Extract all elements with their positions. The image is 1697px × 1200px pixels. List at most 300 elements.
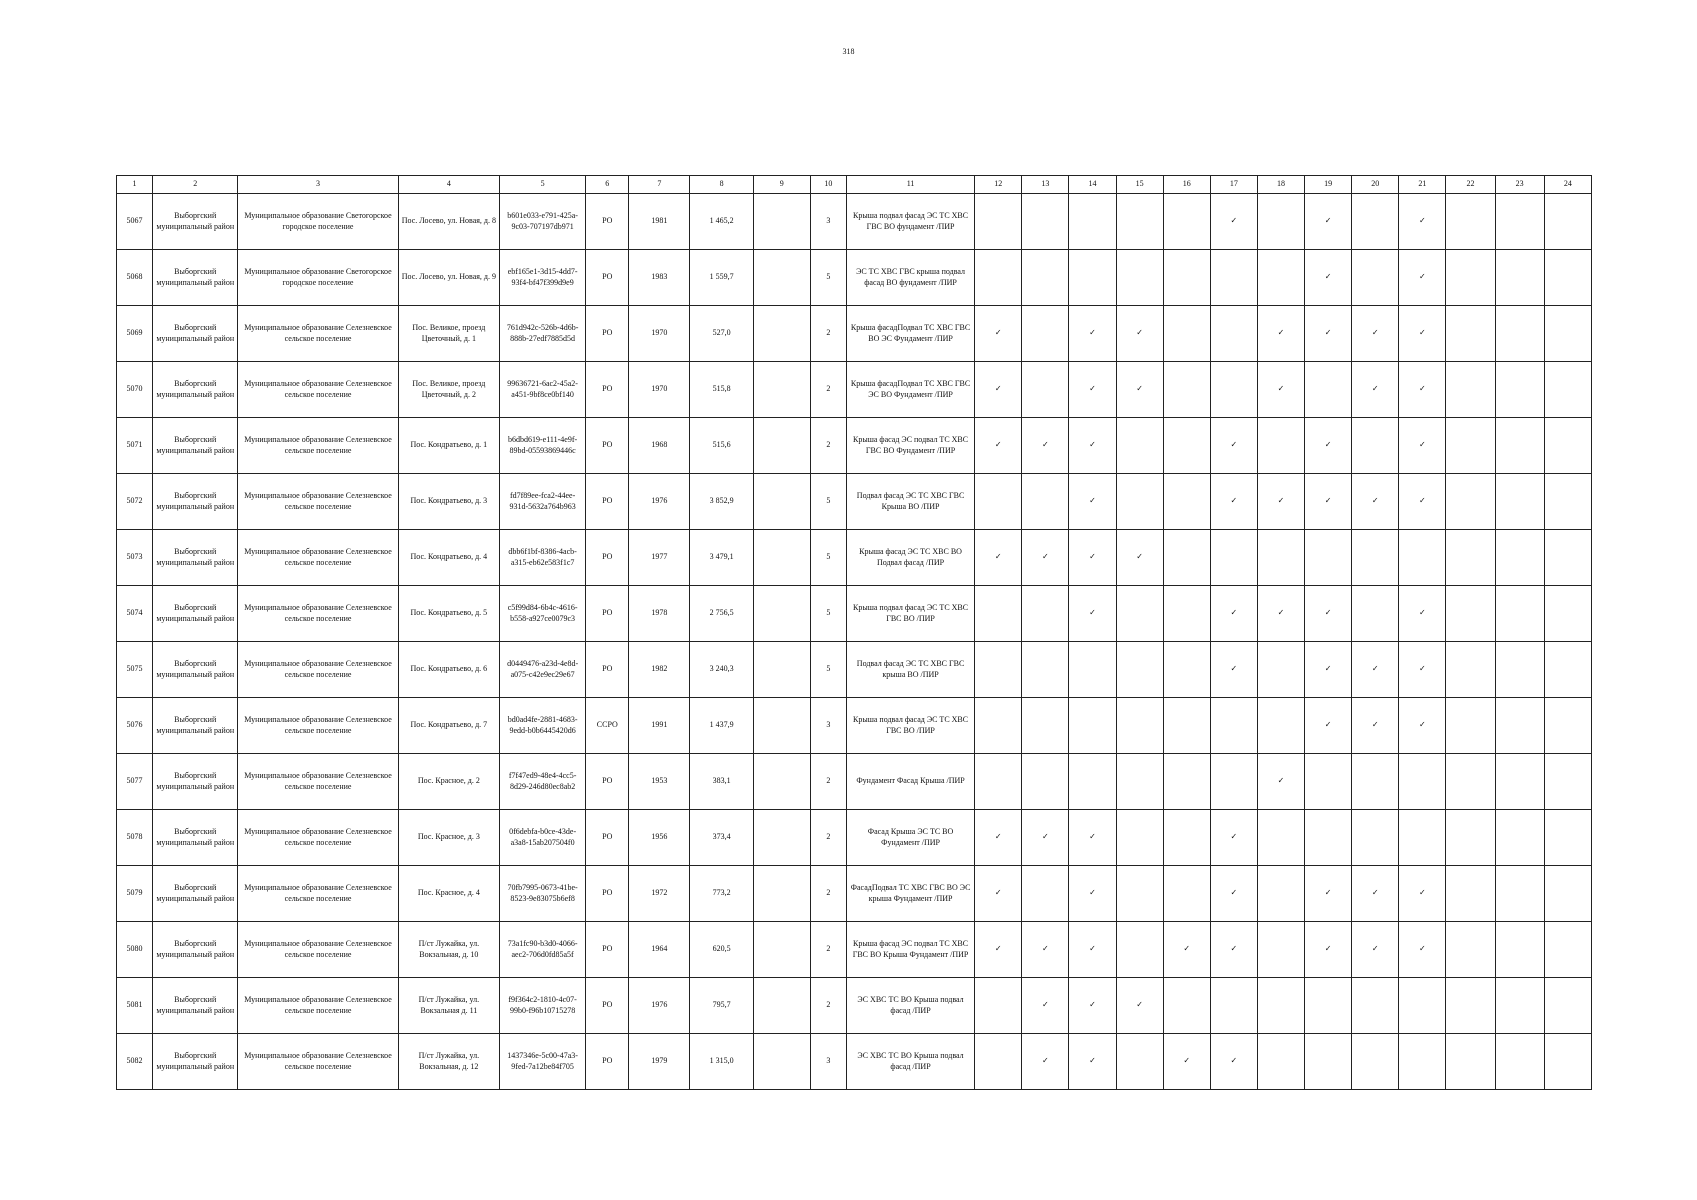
- empty-work-cell: [1116, 698, 1163, 754]
- row-number: 5082: [117, 1034, 153, 1090]
- empty-work-cell: [1544, 642, 1591, 698]
- column-9-cell: [753, 474, 810, 530]
- area-cell: 773,2: [690, 866, 753, 922]
- empty-work-cell: [1399, 810, 1446, 866]
- area-cell: 515,6: [690, 418, 753, 474]
- district-cell: Выборгский муниципальный район: [153, 194, 238, 250]
- empty-work-cell: [1352, 250, 1399, 306]
- empty-work-cell: [1495, 698, 1544, 754]
- district-cell: Выборгский муниципальный район: [153, 586, 238, 642]
- empty-work-cell: [1544, 530, 1591, 586]
- empty-work-cell: [1544, 922, 1591, 978]
- column-number: 4: [398, 176, 499, 194]
- table-row: [117, 698, 1592, 754]
- column-9-cell: [753, 1034, 810, 1090]
- column-9-cell: [753, 922, 810, 978]
- address-cell: Пос. Кондратьево, д. 1: [398, 418, 499, 474]
- empty-work-cell: [975, 194, 1022, 250]
- column-number: 18: [1257, 176, 1304, 194]
- check-mark-icon: ✓: [1399, 250, 1446, 306]
- empty-work-cell: [1495, 474, 1544, 530]
- table-row: [117, 250, 1592, 306]
- column-number: 12: [975, 176, 1022, 194]
- works-list-cell: ЭС ХВС ТС ВО Крыша подвал фасад /ПИР: [846, 1034, 974, 1090]
- works-list-cell: Крыша фасад ЭС подвал ТС ХВС ГВС ВО Фундамент /ПИР: [846, 418, 974, 474]
- municipality-cell: Муниципальное образование Светогорское городское поселение: [238, 194, 398, 250]
- floors-cell: 2: [810, 978, 846, 1034]
- empty-work-cell: [1544, 418, 1591, 474]
- empty-work-cell: [1352, 418, 1399, 474]
- works-list-cell: ЭС ХВС ТС ВО Крыша подвал фасад /ПИР: [846, 978, 974, 1034]
- empty-work-cell: [1163, 530, 1210, 586]
- empty-work-cell: [1352, 978, 1399, 1034]
- empty-work-cell: [1495, 1034, 1544, 1090]
- check-mark-icon: ✓: [1305, 586, 1352, 642]
- empty-work-cell: [1257, 698, 1304, 754]
- building-type-cell: РО: [586, 754, 629, 810]
- check-mark-icon: ✓: [1352, 362, 1399, 418]
- building-type-cell: РО: [586, 1034, 629, 1090]
- empty-work-cell: [1210, 698, 1257, 754]
- check-mark-icon: ✓: [1069, 586, 1116, 642]
- check-mark-icon: ✓: [1352, 642, 1399, 698]
- check-mark-icon: ✓: [1257, 586, 1304, 642]
- district-cell: Выборгский муниципальный район: [153, 306, 238, 362]
- guid-cell: ebf165e1-3d15-4dd7-93f4-bf47f399d9e9: [500, 250, 586, 306]
- empty-work-cell: [1446, 586, 1495, 642]
- municipality-cell: Муниципальное образование Селезневское сельское поселение: [238, 418, 398, 474]
- municipality-cell: Муниципальное образование Селезневское сельское поселение: [238, 474, 398, 530]
- empty-work-cell: [1022, 250, 1069, 306]
- empty-work-cell: [1544, 866, 1591, 922]
- empty-work-cell: [1305, 530, 1352, 586]
- empty-work-cell: [1022, 642, 1069, 698]
- empty-work-cell: [1116, 922, 1163, 978]
- empty-work-cell: [1163, 306, 1210, 362]
- empty-work-cell: [1163, 642, 1210, 698]
- guid-cell: 1437346e-5c00-47a3-9fed-7a12be84f705: [500, 1034, 586, 1090]
- area-cell: 3 479,1: [690, 530, 753, 586]
- empty-work-cell: [1399, 1034, 1446, 1090]
- column-number: 16: [1163, 176, 1210, 194]
- check-mark-icon: ✓: [1305, 306, 1352, 362]
- check-mark-icon: ✓: [1305, 474, 1352, 530]
- works-list-cell: Крыша фасад ЭС ТС ХВС ВО Подвал фасад /ПИР: [846, 530, 974, 586]
- empty-work-cell: [1116, 866, 1163, 922]
- guid-cell: f9f364c2-1810-4c07-99b0-f96b10715278: [500, 978, 586, 1034]
- check-mark-icon: ✓: [1210, 1034, 1257, 1090]
- year-cell: 1976: [629, 474, 690, 530]
- check-mark-icon: ✓: [975, 530, 1022, 586]
- column-number: 9: [753, 176, 810, 194]
- works-list-cell: ФасадПодвал ТС ХВС ГВС ВО ЭС крыша Фундамент /ПИР: [846, 866, 974, 922]
- check-mark-icon: ✓: [1305, 250, 1352, 306]
- address-cell: Пос. Кондратьево, д. 3: [398, 474, 499, 530]
- municipality-cell: Муниципальное образование Светогорское городское поселение: [238, 250, 398, 306]
- empty-work-cell: [1257, 978, 1304, 1034]
- year-cell: 1956: [629, 810, 690, 866]
- empty-work-cell: [1446, 978, 1495, 1034]
- check-mark-icon: ✓: [1069, 1034, 1116, 1090]
- building-type-cell: РО: [586, 530, 629, 586]
- column-9-cell: [753, 642, 810, 698]
- check-mark-icon: ✓: [1305, 922, 1352, 978]
- area-cell: 1 465,2: [690, 194, 753, 250]
- empty-work-cell: [1446, 306, 1495, 362]
- empty-work-cell: [1495, 418, 1544, 474]
- floors-cell: 2: [810, 922, 846, 978]
- district-cell: Выборгский муниципальный район: [153, 250, 238, 306]
- empty-work-cell: [1163, 754, 1210, 810]
- column-number: 6: [586, 176, 629, 194]
- floors-cell: 2: [810, 306, 846, 362]
- empty-work-cell: [975, 1034, 1022, 1090]
- check-mark-icon: ✓: [1069, 474, 1116, 530]
- empty-work-cell: [1495, 754, 1544, 810]
- building-type-cell: РО: [586, 362, 629, 418]
- address-cell: Пос. Лосево, ул. Новая, д. 8: [398, 194, 499, 250]
- empty-work-cell: [1210, 362, 1257, 418]
- row-number: 5074: [117, 586, 153, 642]
- district-cell: Выборгский муниципальный район: [153, 362, 238, 418]
- column-number-row: [117, 176, 1592, 194]
- check-mark-icon: ✓: [1210, 586, 1257, 642]
- empty-work-cell: [1069, 698, 1116, 754]
- address-cell: Пос. Красное, д. 3: [398, 810, 499, 866]
- area-cell: 527,0: [690, 306, 753, 362]
- column-number: 22: [1446, 176, 1495, 194]
- empty-work-cell: [1544, 1034, 1591, 1090]
- empty-work-cell: [1305, 362, 1352, 418]
- check-mark-icon: ✓: [1022, 810, 1069, 866]
- row-number: 5071: [117, 418, 153, 474]
- district-cell: Выборгский муниципальный район: [153, 418, 238, 474]
- guid-cell: b6dbd619-e111-4e9f-89bd-05593869446c: [500, 418, 586, 474]
- empty-work-cell: [1544, 474, 1591, 530]
- municipality-cell: Муниципальное образование Селезневское сельское поселение: [238, 530, 398, 586]
- building-type-cell: РО: [586, 250, 629, 306]
- housing-register-table: [116, 175, 1592, 1090]
- area-cell: 1 559,7: [690, 250, 753, 306]
- year-cell: 1970: [629, 362, 690, 418]
- column-9-cell: [753, 754, 810, 810]
- table-row: [117, 418, 1592, 474]
- empty-work-cell: [1022, 306, 1069, 362]
- row-number: 5067: [117, 194, 153, 250]
- works-list-cell: Крыша подвал фасад ЭС ТС ХВС ГВС ВО фундамент /ПИР: [846, 194, 974, 250]
- address-cell: Пос. Кондратьево, д. 4: [398, 530, 499, 586]
- area-cell: 3 852,9: [690, 474, 753, 530]
- works-list-cell: Крыша подвал фасад ЭС ТС ХВС ГВС ВО /ПИР: [846, 698, 974, 754]
- check-mark-icon: ✓: [1399, 474, 1446, 530]
- area-cell: 1 437,9: [690, 698, 753, 754]
- address-cell: Пос. Кондратьево, д. 7: [398, 698, 499, 754]
- column-number: 14: [1069, 176, 1116, 194]
- check-mark-icon: ✓: [1399, 698, 1446, 754]
- empty-work-cell: [1022, 586, 1069, 642]
- guid-cell: 99636721-6ac2-45a2-a451-9bf8ce0bf140: [500, 362, 586, 418]
- column-9-cell: [753, 698, 810, 754]
- year-cell: 1972: [629, 866, 690, 922]
- table-row: [117, 642, 1592, 698]
- check-mark-icon: ✓: [1069, 362, 1116, 418]
- column-number: 17: [1210, 176, 1257, 194]
- address-cell: Пос. Великое, проезд Цветочный, д. 1: [398, 306, 499, 362]
- empty-work-cell: [1352, 810, 1399, 866]
- works-list-cell: Крыша подвал фасад ЭС ТС ХВС ГВС ВО /ПИР: [846, 586, 974, 642]
- district-cell: Выборгский муниципальный район: [153, 754, 238, 810]
- empty-work-cell: [1446, 530, 1495, 586]
- municipality-cell: Муниципальное образование Селезневское сельское поселение: [238, 362, 398, 418]
- building-type-cell: РО: [586, 586, 629, 642]
- area-cell: 2 756,5: [690, 586, 753, 642]
- check-mark-icon: ✓: [1352, 474, 1399, 530]
- check-mark-icon: ✓: [1399, 586, 1446, 642]
- empty-work-cell: [1116, 250, 1163, 306]
- empty-work-cell: [1022, 754, 1069, 810]
- empty-work-cell: [1544, 978, 1591, 1034]
- municipality-cell: Муниципальное образование Селезневское сельское поселение: [238, 922, 398, 978]
- empty-work-cell: [975, 754, 1022, 810]
- check-mark-icon: ✓: [1257, 474, 1304, 530]
- column-number: 3: [238, 176, 398, 194]
- area-cell: 620,5: [690, 922, 753, 978]
- check-mark-icon: ✓: [1022, 530, 1069, 586]
- municipality-cell: Муниципальное образование Селезневское сельское поселение: [238, 1034, 398, 1090]
- empty-work-cell: [1163, 866, 1210, 922]
- empty-work-cell: [975, 586, 1022, 642]
- address-cell: Пос. Красное, д. 2: [398, 754, 499, 810]
- area-cell: 795,7: [690, 978, 753, 1034]
- year-cell: 1991: [629, 698, 690, 754]
- table-row: [117, 530, 1592, 586]
- check-mark-icon: ✓: [1305, 866, 1352, 922]
- check-mark-icon: ✓: [1069, 530, 1116, 586]
- check-mark-icon: ✓: [1399, 362, 1446, 418]
- empty-work-cell: [1495, 586, 1544, 642]
- column-9-cell: [753, 586, 810, 642]
- address-cell: Пос. Лосево, ул. Новая, д. 9: [398, 250, 499, 306]
- district-cell: Выборгский муниципальный район: [153, 866, 238, 922]
- building-type-cell: РО: [586, 418, 629, 474]
- empty-work-cell: [1495, 922, 1544, 978]
- column-number: 13: [1022, 176, 1069, 194]
- row-number: 5076: [117, 698, 153, 754]
- check-mark-icon: ✓: [1069, 418, 1116, 474]
- check-mark-icon: ✓: [975, 866, 1022, 922]
- empty-work-cell: [1163, 698, 1210, 754]
- empty-work-cell: [1352, 1034, 1399, 1090]
- empty-work-cell: [1022, 474, 1069, 530]
- row-number: 5072: [117, 474, 153, 530]
- check-mark-icon: ✓: [1257, 362, 1304, 418]
- column-number: 1: [117, 176, 153, 194]
- table-row: [117, 586, 1592, 642]
- empty-work-cell: [1544, 698, 1591, 754]
- table-row: [117, 866, 1592, 922]
- works-list-cell: Фундамент Фасад Крыша /ПИР: [846, 754, 974, 810]
- check-mark-icon: ✓: [1069, 978, 1116, 1034]
- column-9-cell: [753, 530, 810, 586]
- area-cell: 1 315,0: [690, 1034, 753, 1090]
- empty-work-cell: [1544, 586, 1591, 642]
- empty-work-cell: [1446, 922, 1495, 978]
- empty-work-cell: [1022, 866, 1069, 922]
- check-mark-icon: ✓: [1210, 418, 1257, 474]
- check-mark-icon: ✓: [1069, 866, 1116, 922]
- check-mark-icon: ✓: [1399, 418, 1446, 474]
- check-mark-icon: ✓: [1399, 922, 1446, 978]
- empty-work-cell: [1495, 642, 1544, 698]
- empty-work-cell: [1305, 810, 1352, 866]
- check-mark-icon: ✓: [1069, 306, 1116, 362]
- check-mark-icon: ✓: [975, 362, 1022, 418]
- table-row: [117, 194, 1592, 250]
- empty-work-cell: [1163, 362, 1210, 418]
- check-mark-icon: ✓: [1352, 922, 1399, 978]
- empty-work-cell: [1257, 530, 1304, 586]
- column-9-cell: [753, 978, 810, 1034]
- empty-work-cell: [1163, 474, 1210, 530]
- empty-work-cell: [1022, 698, 1069, 754]
- empty-work-cell: [1257, 194, 1304, 250]
- check-mark-icon: ✓: [1210, 194, 1257, 250]
- guid-cell: fd7f89ee-fca2-44ee-931d-5632a764b963: [500, 474, 586, 530]
- empty-work-cell: [1544, 194, 1591, 250]
- empty-work-cell: [1163, 250, 1210, 306]
- check-mark-icon: ✓: [1069, 922, 1116, 978]
- check-mark-icon: ✓: [1305, 698, 1352, 754]
- check-mark-icon: ✓: [1163, 922, 1210, 978]
- row-number: 5079: [117, 866, 153, 922]
- column-9-cell: [753, 250, 810, 306]
- building-type-cell: РО: [586, 474, 629, 530]
- empty-work-cell: [1446, 754, 1495, 810]
- empty-work-cell: [1305, 1034, 1352, 1090]
- table-row: [117, 362, 1592, 418]
- empty-work-cell: [1305, 978, 1352, 1034]
- check-mark-icon: ✓: [975, 922, 1022, 978]
- column-number: 10: [810, 176, 846, 194]
- check-mark-icon: ✓: [1116, 306, 1163, 362]
- check-mark-icon: ✓: [1210, 642, 1257, 698]
- empty-work-cell: [1257, 418, 1304, 474]
- floors-cell: 5: [810, 586, 846, 642]
- guid-cell: 73a1fc90-b3d0-4066-aec2-706d0fd85a5f: [500, 922, 586, 978]
- empty-work-cell: [975, 978, 1022, 1034]
- building-type-cell: ССРО: [586, 698, 629, 754]
- empty-work-cell: [1446, 474, 1495, 530]
- empty-work-cell: [1163, 418, 1210, 474]
- column-9-cell: [753, 810, 810, 866]
- municipality-cell: Муниципальное образование Селезневское сельское поселение: [238, 642, 398, 698]
- district-cell: Выборгский муниципальный район: [153, 978, 238, 1034]
- empty-work-cell: [1210, 250, 1257, 306]
- column-number: 19: [1305, 176, 1352, 194]
- guid-cell: 70fb7995-0673-41be-8523-9e83075b6ef8: [500, 866, 586, 922]
- row-number: 5068: [117, 250, 153, 306]
- empty-work-cell: [1210, 530, 1257, 586]
- year-cell: 1981: [629, 194, 690, 250]
- building-type-cell: РО: [586, 978, 629, 1034]
- building-type-cell: РО: [586, 810, 629, 866]
- building-type-cell: РО: [586, 866, 629, 922]
- column-number: 2: [153, 176, 238, 194]
- column-number: 20: [1352, 176, 1399, 194]
- address-cell: Пос. Красное, д. 4: [398, 866, 499, 922]
- floors-cell: 3: [810, 698, 846, 754]
- check-mark-icon: ✓: [1069, 810, 1116, 866]
- municipality-cell: Муниципальное образование Селезневское сельское поселение: [238, 810, 398, 866]
- check-mark-icon: ✓: [1022, 978, 1069, 1034]
- guid-cell: bd0ad4fe-2881-4683-9edd-b0b6445420d6: [500, 698, 586, 754]
- empty-work-cell: [1116, 1034, 1163, 1090]
- empty-work-cell: [1257, 642, 1304, 698]
- floors-cell: 2: [810, 866, 846, 922]
- floors-cell: 5: [810, 642, 846, 698]
- column-number: 7: [629, 176, 690, 194]
- empty-work-cell: [1210, 306, 1257, 362]
- address-cell: Пос. Великое, проезд Цветочный, д. 2: [398, 362, 499, 418]
- empty-work-cell: [1495, 978, 1544, 1034]
- address-cell: П/ст Лужайка, ул. Вокзальная, д. 12: [398, 1034, 499, 1090]
- empty-work-cell: [1352, 194, 1399, 250]
- empty-work-cell: [1163, 194, 1210, 250]
- year-cell: 1978: [629, 586, 690, 642]
- year-cell: 1953: [629, 754, 690, 810]
- column-9-cell: [753, 362, 810, 418]
- table-row: [117, 1034, 1592, 1090]
- empty-work-cell: [1116, 418, 1163, 474]
- empty-work-cell: [1544, 250, 1591, 306]
- empty-work-cell: [1495, 194, 1544, 250]
- column-number: 11: [846, 176, 974, 194]
- check-mark-icon: ✓: [1210, 922, 1257, 978]
- check-mark-icon: ✓: [975, 306, 1022, 362]
- empty-work-cell: [1352, 530, 1399, 586]
- empty-work-cell: [1163, 978, 1210, 1034]
- column-number: 21: [1399, 176, 1446, 194]
- empty-work-cell: [1022, 362, 1069, 418]
- row-number: 5081: [117, 978, 153, 1034]
- check-mark-icon: ✓: [1116, 978, 1163, 1034]
- empty-work-cell: [1495, 866, 1544, 922]
- column-number: 15: [1116, 176, 1163, 194]
- empty-work-cell: [1116, 586, 1163, 642]
- empty-work-cell: [1399, 978, 1446, 1034]
- empty-work-cell: [975, 474, 1022, 530]
- row-number: 5078: [117, 810, 153, 866]
- empty-work-cell: [1544, 810, 1591, 866]
- empty-work-cell: [975, 642, 1022, 698]
- check-mark-icon: ✓: [1352, 866, 1399, 922]
- empty-work-cell: [1495, 530, 1544, 586]
- municipality-cell: Муниципальное образование Селезневское сельское поселение: [238, 866, 398, 922]
- empty-work-cell: [1544, 754, 1591, 810]
- guid-cell: b601e033-e791-425a-9c03-707197db971: [500, 194, 586, 250]
- floors-cell: 3: [810, 1034, 846, 1090]
- empty-work-cell: [1446, 418, 1495, 474]
- column-9-cell: [753, 866, 810, 922]
- works-list-cell: Подвал фасад ЭС ТС ХВС ГВС крыша ВО /ПИР: [846, 642, 974, 698]
- empty-work-cell: [975, 250, 1022, 306]
- building-type-cell: РО: [586, 642, 629, 698]
- address-cell: П/ст Лужайка, ул. Вокзальная д. 11: [398, 978, 499, 1034]
- check-mark-icon: ✓: [1116, 530, 1163, 586]
- empty-work-cell: [1069, 642, 1116, 698]
- check-mark-icon: ✓: [1399, 866, 1446, 922]
- empty-work-cell: [1446, 362, 1495, 418]
